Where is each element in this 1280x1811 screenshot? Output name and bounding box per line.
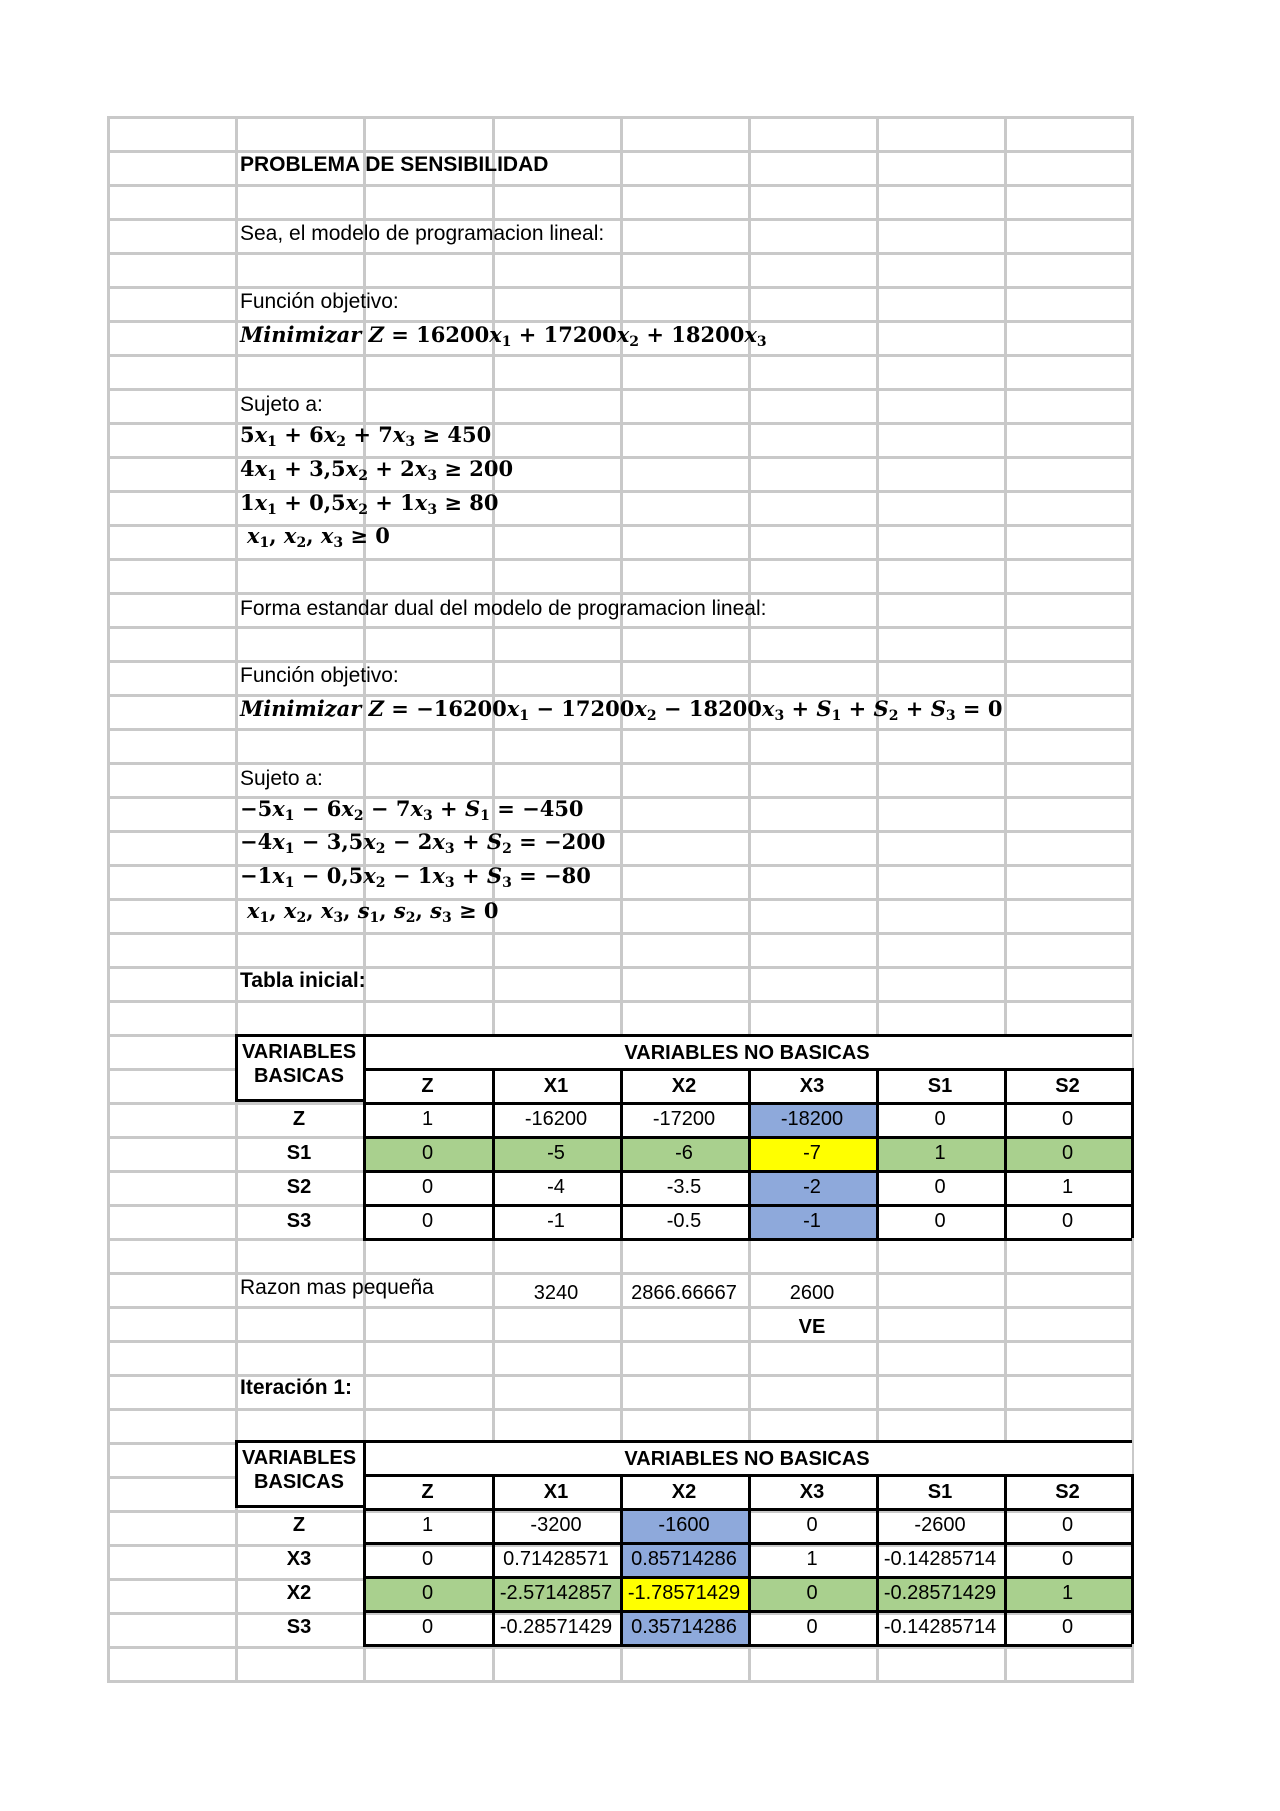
ratio-label: Razon mas pequeña [240,1276,434,1299]
table1-nonbasic-header: VARIABLES NO BASICAS [624,1042,870,1064]
table1-cell: -7 [748,1136,876,1170]
table1-border [363,1238,1132,1241]
table1-cell: 0 [421,1176,434,1198]
table1-cell: 0 [421,1210,434,1232]
primal-constraint-2: $4x_1 + 3,5x_2 + 2x_3 \ge 200$ [240,456,514,484]
table1-col-s1: S1 [927,1075,953,1097]
dual-objective-label: Función objetivo: [240,664,399,687]
grid-column-line [107,116,110,1680]
page-title: PROBLEMA DE SENSIBILIDAD [240,153,549,176]
table2-cell: -0.14285714 [883,1616,997,1638]
table2-cell: -0.28571429 [876,1576,1004,1610]
table2-col-x1: X1 [543,1481,569,1503]
table2-cell: -0.14285714 [883,1548,997,1570]
table1-col-x1: X1 [543,1075,569,1097]
primal-subject-label: Sujeto a: [240,393,323,416]
table1-row-label-z: Z [292,1108,306,1130]
dual-objective: Minimizar $Z = -16200x_1 - 17200x_2 - 18200x_3 + S_1 + S_2 + S_3 = 0$ [240,696,1003,724]
table1-row-label-s1: S1 [286,1142,312,1164]
dual-nonnegativity: $x_1$, $x_2$, $x_3$, $s_1$, $s_2$, $s_3 \ge 0$ [247,898,499,926]
dual-constraint-1: $-5x_1 - 6x_2 - 7x_3 + S_1 = -450$ [240,796,584,824]
table1-cell: -1 [748,1204,876,1238]
table1-border [748,1068,751,1238]
table1-basic-header: VARIABLES BASICAS [241,1041,357,1087]
ratio-x1: 3240 [533,1282,579,1304]
table2-border [235,1440,238,1508]
table1-col-s2: S2 [1055,1075,1080,1097]
table2-cell: 1 [421,1514,434,1536]
table2-col-z: Z [421,1481,434,1503]
table2-row-label-x3: X3 [286,1548,312,1570]
table1-cell: 1 [421,1108,434,1130]
table2-cell: 0 [1061,1616,1074,1638]
table2-cell: 0 [1061,1548,1074,1570]
table2-row-label-x2: X2 [286,1582,312,1604]
table1-cell: -1 [547,1210,565,1232]
table1-cell: 0 [1061,1210,1074,1232]
table2-cell: 0.85714286 [620,1542,748,1576]
table2-basic-header: VARIABLES BASICAS [241,1447,357,1493]
table2-cell: 0 [1061,1514,1074,1536]
table1-cell: 0 [1004,1136,1131,1170]
table2-border [235,1505,363,1508]
table2-border [1004,1474,1007,1644]
table1-border [235,1099,363,1102]
table2-border [235,1440,1132,1443]
table1-border [876,1068,879,1238]
primal-objective: Minimizar $Z = 16200x_1 + 17200x_2 + 18200x_3$ [240,322,767,350]
table1-border [235,1034,238,1102]
grid-row-line [107,1680,1134,1683]
table1-cell: 1 [876,1136,1004,1170]
table2-col-x2: X2 [671,1481,697,1503]
ratio-x2: 2866.66667 [631,1282,737,1304]
table1-cell: 0 [1061,1108,1074,1130]
table2-cell: 1 [1004,1576,1131,1610]
table1-caption: Tabla inicial: [240,969,366,992]
dual-subject-label: Sujeto a: [240,767,323,790]
table1-cell: -5 [492,1136,620,1170]
table2-cell: -3200 [530,1514,582,1536]
entering-variable-label: VE [798,1316,826,1338]
table1-row-label-s3: S3 [286,1210,312,1232]
primal-constraint-3: $1x_1 + 0,5x_2 + 1x_3 \ge 80$ [240,490,499,518]
table2-row-label-z: Z [292,1514,306,1536]
table2-col-x3: X3 [799,1481,825,1503]
table2-cell: 0 [421,1616,434,1638]
table2-border [1131,1474,1134,1644]
table1-cell: -17200 [652,1108,716,1130]
table1-cell: -4 [547,1176,565,1198]
table1-cell: 0 [934,1210,946,1232]
table2-cell: 0.35714286 [620,1610,748,1644]
table1-cell: -16200 [524,1108,588,1130]
table2-cell: -2.57142857 [492,1576,620,1610]
spreadsheet-grid [107,116,1131,1676]
table2-border [620,1474,623,1644]
table1-cell: 0 [363,1136,492,1170]
primal-constraint-1: $5x_1 + 6x_2 + 7x_3 \ge 450$ [240,422,492,450]
table2-cell: 0 [806,1616,818,1638]
table2-cell: 0 [748,1576,876,1610]
table1-cell: 1 [1061,1176,1074,1198]
table1-row-label-s2: S2 [286,1176,312,1198]
table2-border [748,1474,751,1644]
dual-constraint-2: $-4x_1 - 3,5x_2 - 2x_3 + S_2 = -200$ [240,829,606,857]
table2-border [363,1644,1132,1647]
table1-col-z: Z [421,1075,434,1097]
table2-row-label-s3: S3 [286,1616,312,1638]
dual-heading: Forma estandar dual del modelo de programacion lineal: [240,597,767,620]
primal-objective-label: Función objetivo: [240,290,399,313]
ratio-x3: 2600 [789,1282,835,1304]
primal-nonnegativity: $x_1$, $x_2$, $x_3 \ge 0$ [247,523,390,551]
table2-cell: 0 [421,1548,434,1570]
table2-cell: -2600 [914,1514,966,1536]
table2-caption: Iteración 1: [240,1376,353,1399]
table2-cell: 0 [806,1514,818,1536]
table2-cell: 1 [806,1548,818,1570]
table2-cell: 0 [363,1576,492,1610]
table1-cell: -3.5 [666,1176,702,1198]
table2-border [876,1474,879,1644]
table1-col-x2: X2 [671,1075,697,1097]
table1-border [1004,1068,1007,1238]
table1-cell: 0 [934,1108,946,1130]
table2-col-s2: S2 [1055,1481,1080,1503]
table2-nonbasic-header: VARIABLES NO BASICAS [624,1448,870,1470]
table2-cell: 0.71428571 [503,1548,609,1570]
table1-border [620,1068,623,1238]
table2-cell: -1600 [620,1508,748,1542]
dual-constraint-3: $-1x_1 - 0,5x_2 - 1x_3 + S_3 = -80$ [240,863,591,891]
table1-cell: -18200 [748,1102,876,1136]
table1-cell: 0 [934,1176,946,1198]
table2-col-s1: S1 [927,1481,953,1503]
table1-cell: -0.5 [666,1210,702,1232]
table2-border [492,1474,495,1644]
table1-border [235,1034,1132,1037]
table2-cell: -1.78571429 [620,1576,748,1610]
table1-col-x3: X3 [799,1075,825,1097]
table1-border [492,1068,495,1238]
table1-cell: -6 [620,1136,748,1170]
intro-text: Sea, el modelo de programacion lineal: [240,222,605,245]
table1-cell: -2 [748,1170,876,1204]
table1-border [1131,1068,1134,1238]
table2-cell: -0.28571429 [499,1616,613,1638]
